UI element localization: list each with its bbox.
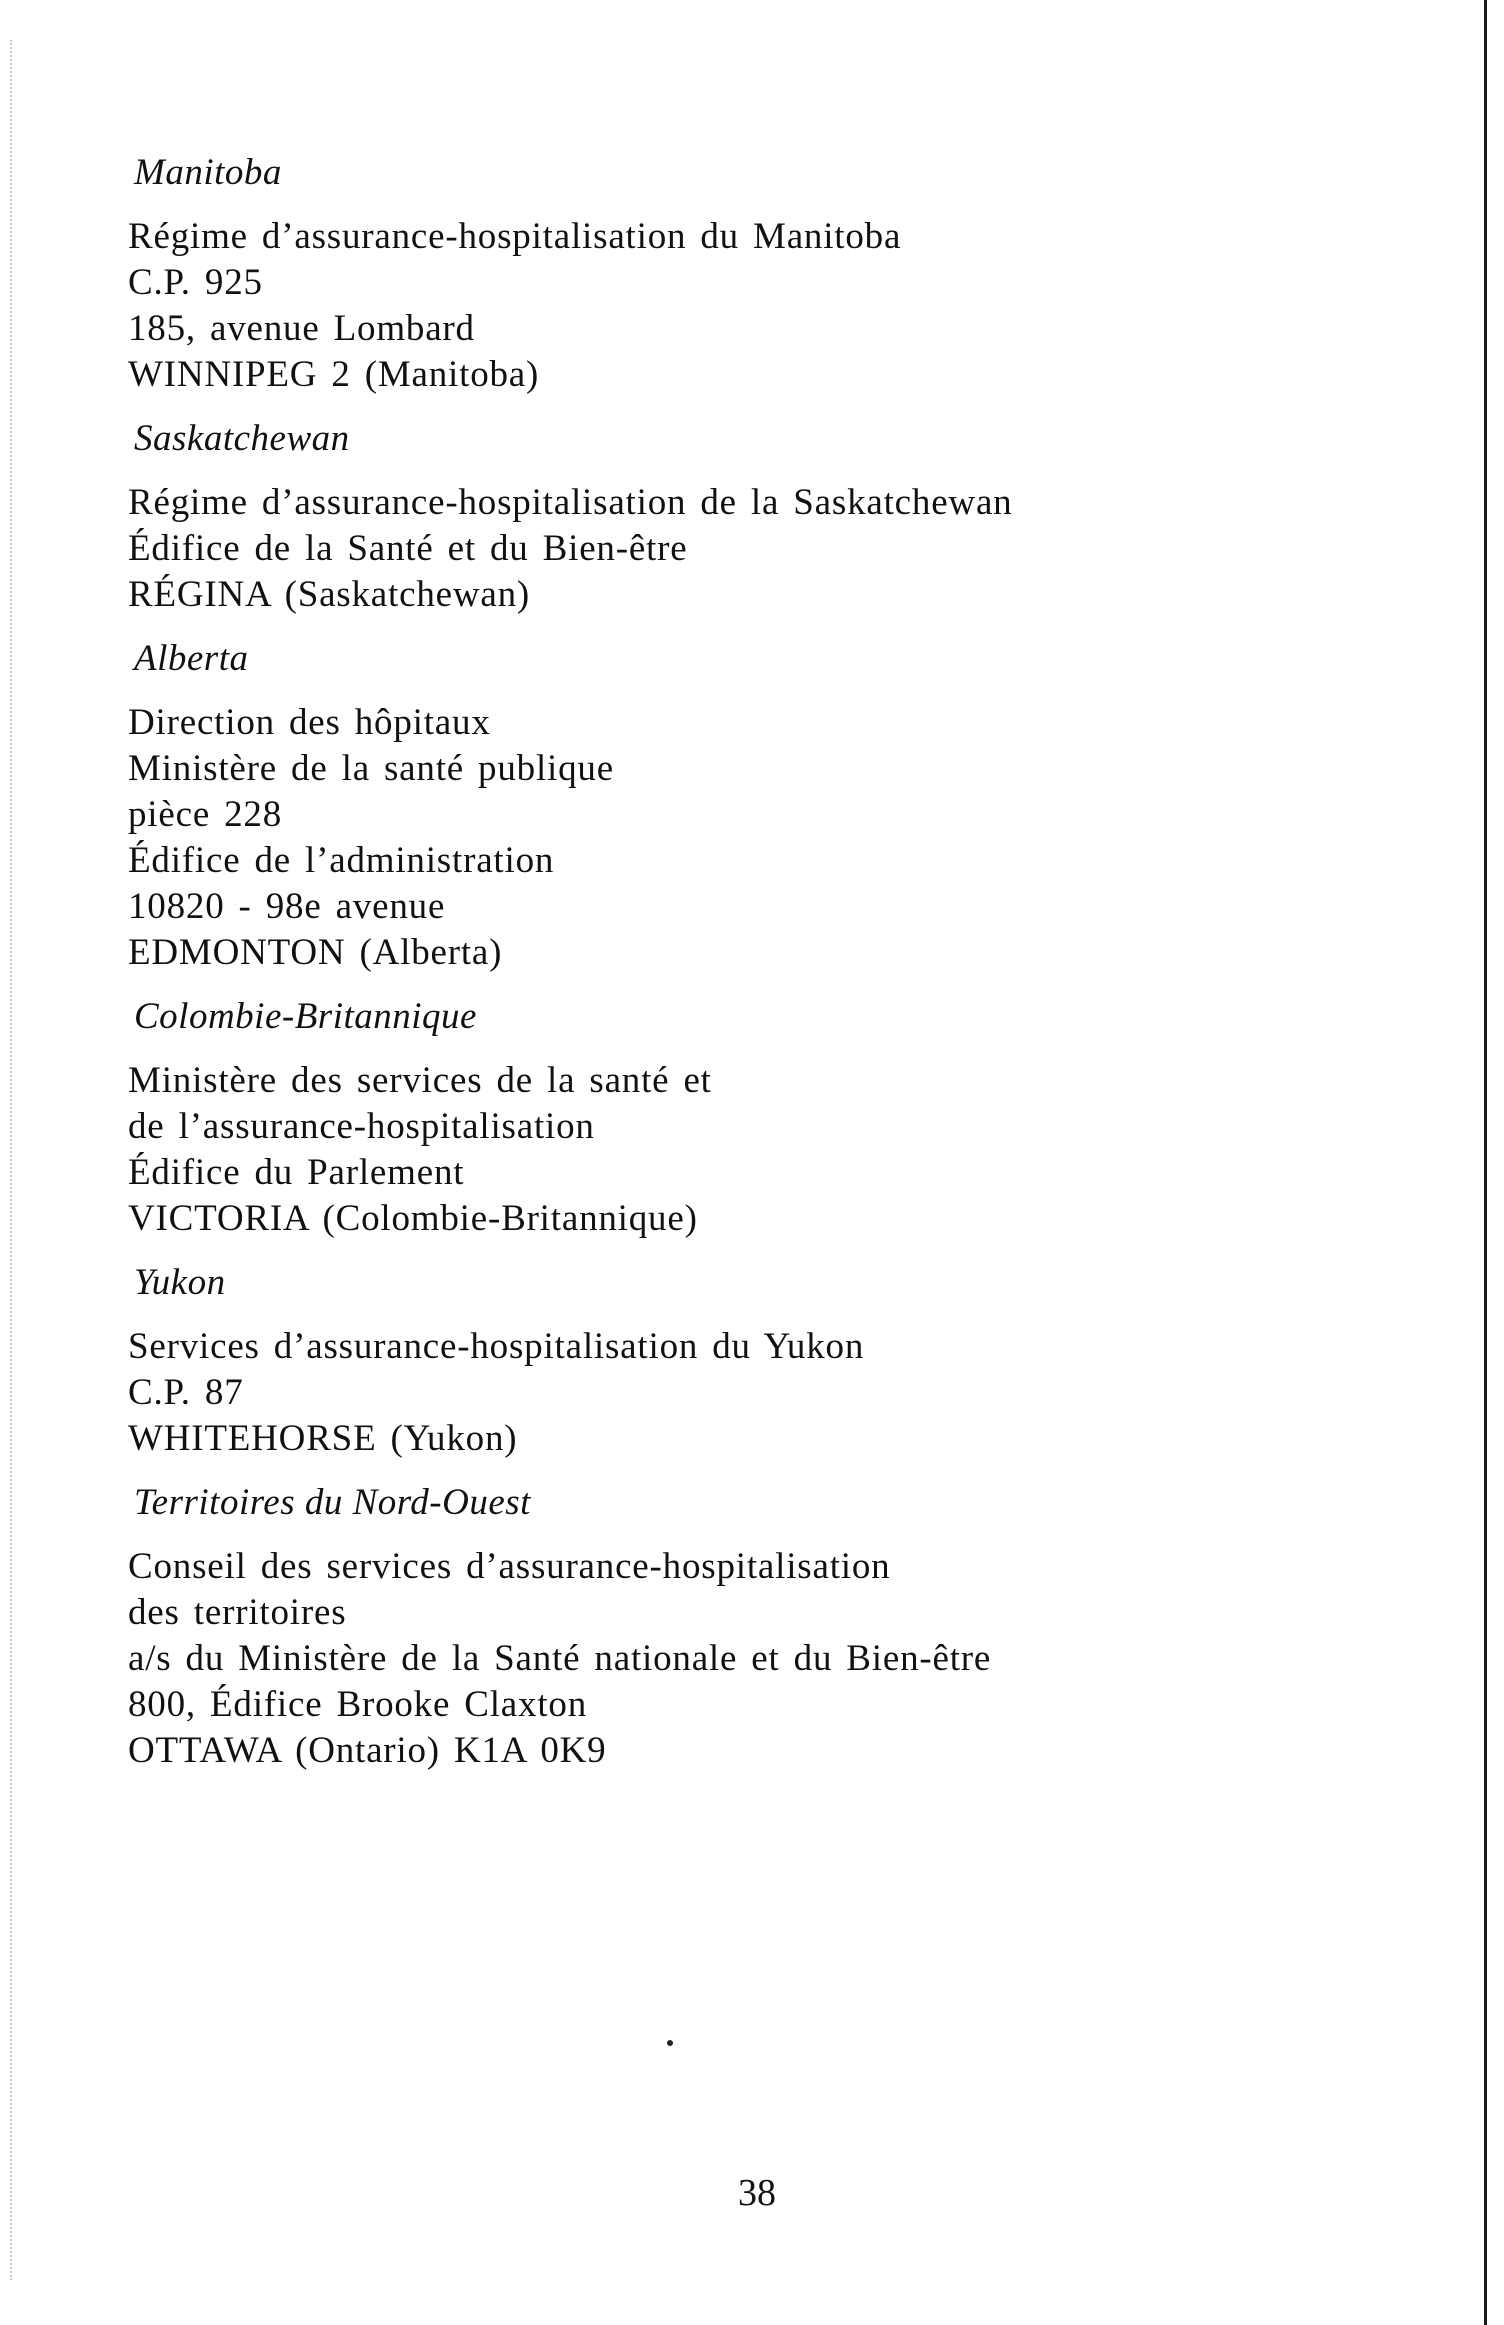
address-list [128, 150, 1128, 1774]
address-line: Ministère des services de la santé et [128, 1060, 712, 1101]
page-number: 38 [738, 2172, 776, 2214]
address-line: C.P. 925 [128, 262, 263, 303]
entry-heading: Manitoba [134, 152, 282, 193]
address-line: EDMONTON (Alberta) [128, 932, 503, 973]
address-lines [128, 1324, 1128, 1462]
address-lines [128, 700, 1128, 976]
entry-heading: Territoires du Nord-Ouest [134, 1482, 531, 1523]
address-line: OTTAWA (Ontario) K1A 0K9 [128, 1730, 607, 1771]
address-line: Édifice de la Santé et du Bien-être [128, 528, 688, 569]
scan-edge-rule [1484, 0, 1487, 2325]
address-line: a/s du Ministère de la Santé nationale et du Bien-être [128, 1638, 992, 1679]
entry-heading: Yukon [134, 1262, 226, 1303]
address-line: Régime d’assurance-hospitalisation du Manitoba [128, 216, 902, 257]
address-line: Direction des hôpitaux [128, 702, 491, 743]
address-line: WHITEHORSE (Yukon) [128, 1418, 518, 1459]
entry-heading: Alberta [134, 638, 249, 679]
address-line: WINNIPEG 2 (Manitoba) [128, 354, 540, 395]
address-lines [128, 480, 1128, 618]
address-line: Ministère de la santé publique [128, 748, 614, 789]
address-lines [128, 1544, 1128, 1774]
address-line: Services d’assurance-hospitalisation du Yukon [128, 1326, 865, 1367]
address-line: VICTORIA (Colombie-Britannique) [128, 1198, 698, 1239]
entry-alberta [128, 636, 1128, 976]
address-line: Conseil des services d’assurance-hospitalisation [128, 1546, 891, 1587]
address-line: Régime d’assurance-hospitalisation de la Saskatchewan [128, 482, 1013, 523]
entry-heading: Saskatchewan [134, 418, 350, 459]
address-line: RÉGINA (Saskatchewan) [128, 574, 531, 615]
address-line: C.P. 87 [128, 1372, 244, 1413]
address-line: Édifice du Parlement [128, 1152, 465, 1193]
entry-colombie-britannique [128, 994, 1128, 1242]
scan-edge-speckle [10, 40, 12, 2280]
entry-saskatchewan [128, 416, 1128, 618]
address-lines [128, 1058, 1128, 1242]
entry-territoires-du-nord-ouest [128, 1480, 1128, 1774]
address-line: des territoires [128, 1592, 347, 1633]
address-line: pièce 228 [128, 794, 282, 835]
address-line: de l’assurance-hospitalisation [128, 1106, 595, 1147]
stray-dot [667, 2040, 673, 2046]
entry-heading: Colombie-Britannique [134, 996, 477, 1037]
entry-yukon [128, 1260, 1128, 1462]
address-line: 800, Édifice Brooke Claxton [128, 1684, 588, 1725]
entry-manitoba [128, 150, 1128, 398]
address-line: 185, avenue Lombard [128, 308, 475, 349]
address-line: Édifice de l’administration [128, 840, 555, 881]
address-lines [128, 214, 1128, 398]
address-line: 10820 - 98e avenue [128, 886, 446, 927]
